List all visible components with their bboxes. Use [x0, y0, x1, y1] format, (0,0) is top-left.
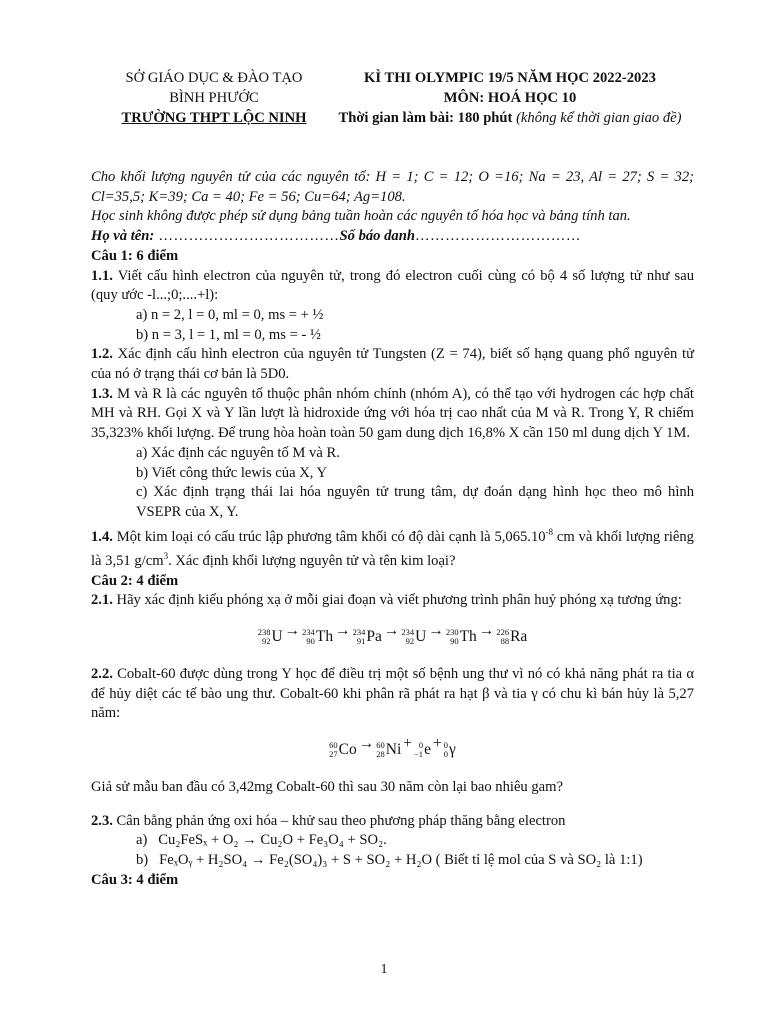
atomic-masses: Cho khối lượng nguyên tử của các nguyên tố: H = 1; C = 12; O =16; Na = 23, Al = 27; S = 32; Cl=35,5; K=39; Ca = 40; Fe = 56; Cu=64; Ag=108.: [91, 169, 694, 205]
q1-1: 1.1. Viết cấu hình electron của nguyên tử, trong đó electron cuối cùng có bộ 4 số lượng tử như sau (quy ước -l...;0;....+l):: [91, 267, 694, 304]
cobalt-nuclide-1: [376, 740, 401, 760]
page-number: 1: [380, 962, 388, 977]
atomic-number: 88: [500, 636, 510, 647]
element-symbol: Th: [459, 628, 477, 646]
atomic-number: 90: [450, 636, 459, 647]
q1-1-a: a) n = 2, l = 0, ml = 0, ms = + ½: [136, 306, 324, 323]
chain-nuclide-2: [353, 627, 382, 647]
mass-number: 238: [257, 627, 271, 638]
question-1-title: Câu 1: 6 điểm: [91, 247, 179, 264]
chain-nuclide-0: [258, 627, 283, 647]
mass-number: 234: [352, 627, 366, 638]
atomic-number: 91: [356, 636, 366, 647]
q2-3-a: a) Cu₂FeSₓ + O₂ → Cu₂O + Fe₃O₄ + SO₂.: [136, 832, 387, 849]
chain-nuclide-4: [446, 627, 477, 647]
mass-number: 226: [496, 627, 510, 638]
school-name: TRƯỜNG THPT LỘC NINH: [121, 110, 307, 126]
q1-1-b: b) n = 3, l = 1, ml = 0, ms = - ½: [136, 326, 321, 343]
atomic-number: 92: [405, 636, 415, 647]
decay-chain-equation: [91, 621, 694, 647]
q1-3-a: a) Xác định các nguyên tố M và R.: [136, 444, 340, 461]
atomic-number: −1: [414, 749, 424, 760]
q2-2: 2.2. Cobalt-60 được dùng trong Y học để điều trị một số bệnh ung thư vì nó có khả năng phát ra tia α để hủy diệt các tế bào ung thư. Cobalt-60 khi phân rã phát ra hạt β và tia γ có chu kì bán hủy là 5,27 năm:: [91, 666, 694, 722]
question-2-title: Câu 2: 4 điểm: [91, 572, 179, 589]
arrow-symbol: →: [383, 622, 400, 640]
header-right: [322, 68, 698, 128]
header-left: [96, 68, 332, 128]
atomic-number: 90: [306, 636, 315, 647]
q1-3: 1.3. M và R là các nguyên tố thuộc phân nhóm chính (nhóm A), có thể tạo với hydrogen các hợp chất MH và RH. Gọi X và Y lần lượt là hidroxide ứng với hóa trị cao nhất của M và R. Trong Y, R chiếm 35,323% khối lượng. Để trung hòa hoàn toàn 50 gam dung dịch 16,8% X cần 150 ml dung dịch Y 1M.: [91, 385, 694, 442]
chain-nuclide-3: [401, 627, 426, 647]
mass-number: 234: [401, 627, 415, 638]
element-symbol: Th: [315, 628, 334, 646]
mass-number: 230: [445, 627, 459, 638]
q2-3: 2.3. Cân bằng phản ứng oxi hóa – khử sau theo phương pháp thăng bằng electron: [91, 812, 566, 829]
cobalt-decay-equation: [91, 734, 694, 760]
arrow-symbol: →: [284, 622, 301, 640]
chain-nuclide-5: [496, 627, 527, 647]
element-symbol: e: [424, 741, 431, 759]
element-symbol: Ni: [385, 741, 402, 759]
plus-symbol: +: [432, 735, 442, 753]
cobalt-nuclide-0: [329, 740, 357, 760]
exam-time: Thời gian làm bài: 180 phút (không kể thời gian giao đề): [338, 110, 682, 126]
chain-nuclide-1: [302, 627, 333, 647]
arrow-symbol: →: [428, 622, 444, 640]
atomic-number: 28: [376, 749, 385, 760]
arrow-symbol: →: [478, 622, 495, 640]
arrow-symbol: →: [358, 735, 375, 753]
q1-3-b: b) Viết công thức lewis của X, Y: [136, 464, 328, 481]
mass-number: 234: [302, 627, 315, 638]
q2-3-b: b) FeₓOᵧ + H₂SO₄ → Fe₂(SO₄)₃ + S + SO₂ + H₂O ( Biết tỉ lệ mol của S và SO₂ là 1:1): [136, 852, 643, 869]
dept-name: SỞ GIÁO DỤC & ĐÀO TẠO: [125, 70, 303, 86]
element-symbol: U: [415, 628, 427, 646]
element-symbol: U: [271, 628, 283, 646]
element-symbol: Pa: [366, 628, 382, 646]
exam-body: [91, 168, 694, 891]
atomic-number: 0: [443, 749, 448, 760]
atomic-number: 27: [329, 749, 338, 760]
q1-3-c: c) Xác định trạng thái lai hóa nguyên tử trung tâm, dự đoán dạng hình học theo mô hình VSEPR của X, Y.: [136, 484, 694, 520]
mass-number: 60: [329, 740, 338, 751]
atomic-number: 92: [261, 636, 271, 647]
q2-2-question: Giả sử mẫu ban đầu có 3,42mg Cobalt-60 thì sau 30 năm còn lại bao nhiêu gam?: [91, 779, 563, 796]
exam-subject: MÔN: HOÁ HỌC 10: [443, 90, 577, 106]
province-name: BÌNH PHƯỚC: [169, 90, 259, 106]
cobalt-nuclide-2: [414, 740, 431, 760]
student-info: Họ và tên: ………………………………Số báo danh……………………………: [91, 228, 581, 245]
q1-2: 1.2. Xác định cấu hình electron của nguyên tử Tungsten (Z = 74), biết số hạng quang phổ nguyên tử của nó ở trạng thái cơ bản là 5D0.: [91, 346, 694, 383]
rule-note: Học sinh không được phép sử dụng bảng tuần hoàn các nguyên tố hóa học và bảng tính tan.: [91, 208, 631, 225]
exam-title: KÌ THI OLYMPIC 19/5 NĂM HỌC 2022-2023: [364, 70, 656, 86]
question-3-title: Câu 3: 4 điểm: [91, 871, 179, 888]
element-symbol: γ: [448, 741, 456, 759]
plus-symbol: +: [403, 735, 413, 753]
q2-1: 2.1. Hãy xác định kiểu phóng xạ ở mỗi giai đoạn và viết phương trình phân huỷ phóng xạ tương ứng:: [91, 592, 682, 609]
mass-number: 0: [418, 740, 424, 751]
element-symbol: Co: [338, 741, 357, 759]
mass-number: 0: [443, 740, 448, 751]
q1-4: 1.4. Một kim loại có cấu trúc lập phương tâm khối có độ dài cạnh là $5,065.10^{-8}$ cm và khối lượng riêng là 3,51 $g/cm^3$. Xác định khối lượng nguyên tử và tên kim loại?: [91, 526, 694, 570]
element-symbol: Ra: [510, 628, 528, 646]
arrow-symbol: →: [335, 622, 351, 640]
mass-number: 60: [376, 740, 385, 751]
cobalt-nuclide-3: [444, 740, 456, 760]
